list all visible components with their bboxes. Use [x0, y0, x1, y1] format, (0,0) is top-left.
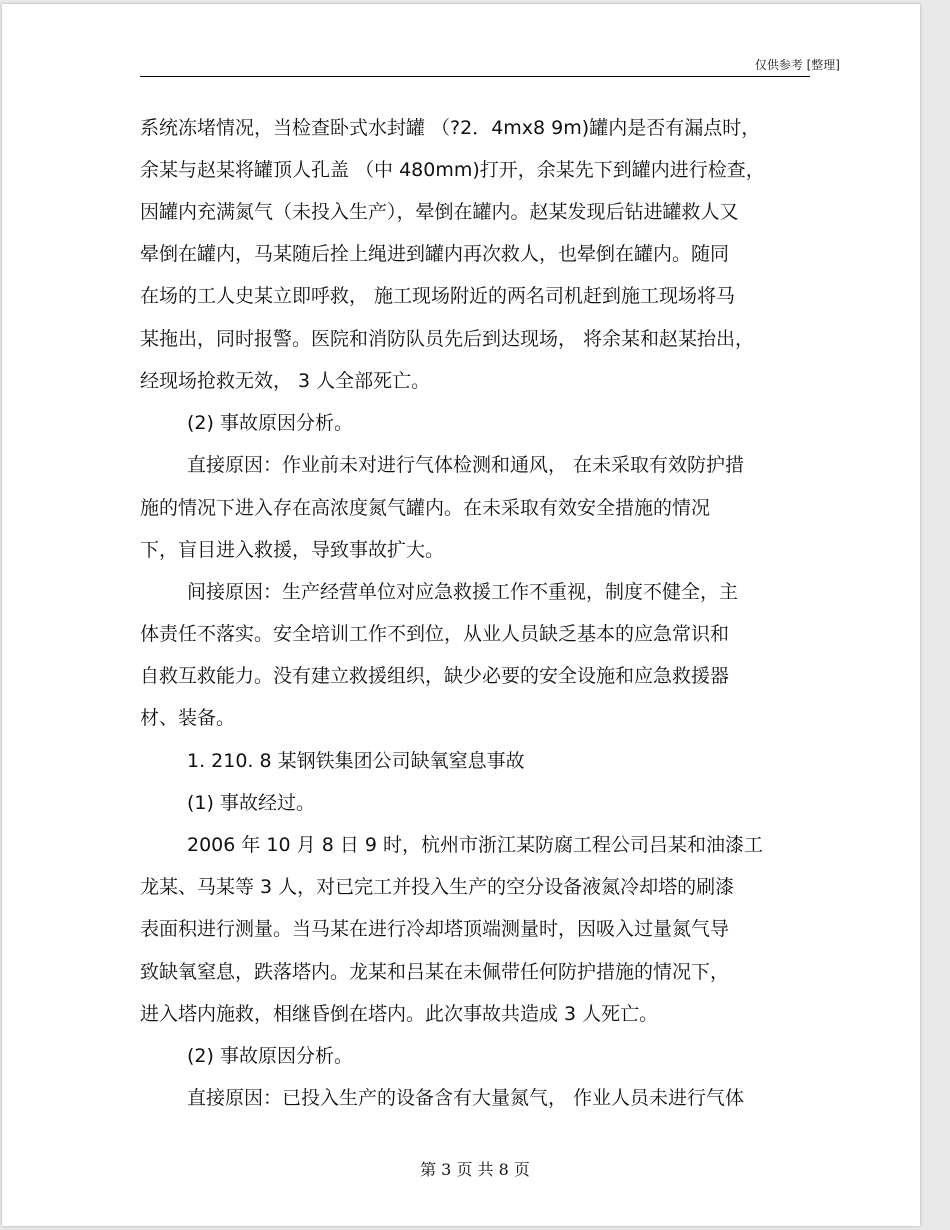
header-divider [140, 76, 810, 77]
body-line: 表面积进行测量。当马某在进行冷却塔顶端测量时，因吸入过量氮气导 [140, 918, 730, 940]
body-line: 龙某、马某等 3 人，对已完工并投入生产的空分设备液氮冷却塔的刷漆 [140, 876, 735, 898]
body-line: 自救互救能力。没有建立救援组织，缺少必要的安全设施和应急救援器 [140, 665, 730, 687]
body-line: 材、装备。 [140, 707, 236, 729]
body-line: 因罐内充满氮气（未投入生产），晕倒在罐内。赵某发现后钻进罐救人又 [140, 201, 739, 223]
section-heading: (2) 事故原因分析。 [187, 1045, 353, 1067]
body-line: 余某与赵某将罐顶人孔盖 （中 480mm)打开，余某先下到罐内进行检查， [140, 159, 765, 181]
body-line: 体责任不落实。安全培训工作不到位，从业人员缺乏基本的应急常识和 [140, 623, 730, 645]
body-line: 间接原因：生产经营单位对应急救援工作不重视，制度不健全，主 [187, 581, 739, 603]
page-header: 仅供参考 [整理] [754, 58, 840, 72]
body-line: 直接原因：已投入生产的设备含有大量氮气， 作业人员未进行气体 [187, 1087, 745, 1109]
body-line: 晕倒在罐内，马某随后拴上绳进到罐内再次救人，也晕倒在罐内。随同 [140, 243, 730, 265]
body-line: 致缺氧窒息，跌落塔内。龙某和吕某在未佩带任何防护措施的情况下， [140, 961, 730, 983]
body-line: 经现场抢救无效， 3 人全部死亡。 [140, 370, 431, 392]
page-number: 第 3 页 共 8 页 [420, 1160, 530, 1179]
body-line: 在场的工人史某立即呼救， 施工现场附近的两名司机赶到施工现场将马 [140, 285, 736, 307]
body-line: 直接原因：作业前未对进行气体检测和通风， 在未采取有效防护措 [187, 454, 745, 476]
body-line: 进入塔内施救，相继昏倒在塔内。此次事故共造成 3 人死亡。 [140, 1003, 659, 1025]
body-line: 下，盲目进入救援，导致事故扩大。 [140, 539, 445, 561]
document-page [2, 4, 920, 1226]
body-line: 某拖出，同时报警。医院和消防队员先后到达现场， 将余某和赵某抬出， [140, 328, 755, 350]
body-line: 2006 年 10 月 8 日 9 时，杭州市浙江某防腐工程公司吕某和油漆工 [187, 834, 763, 856]
section-heading: 1. 210. 8 某钢铁集团公司缺氧窒息事故 [187, 750, 525, 772]
body-line: 系统冻堵情况，当检查卧式水封罐 （?2．4mx8 9m)罐内是否有漏点时， [140, 117, 761, 139]
section-heading: (1) 事故经过。 [187, 792, 315, 814]
section-heading: (2) 事故原因分析。 [187, 412, 353, 434]
body-line: 施的情况下进入存在高浓度氮气罐内。在未采取有效安全措施的情况 [140, 497, 711, 519]
